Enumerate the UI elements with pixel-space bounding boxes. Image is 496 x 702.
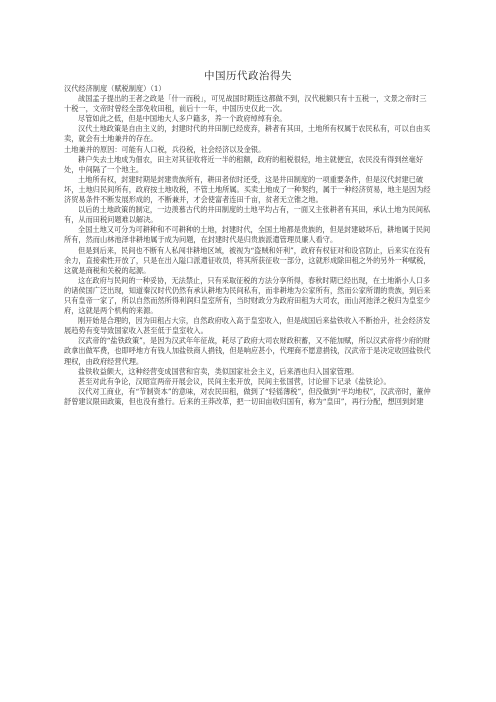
paragraph: 土地所有权，封建时期是封建贵族所有，耕田者依时还受，这是井田制度的一项重要条件，但是汉代封建已破坏，土地归民间所有，政府按土地收税，不管土地所属。买卖土地成了一种契约，属于一种经济贸易，地主是因为经济贸易条件不断发展形成的，不断兼并，才会使富者连田千亩，贫者无立锥之地。 (64, 174, 431, 205)
paragraph: 尽管如此之低，但是中国地大人多户籍多，养一个政府绰绰有余。 (78, 114, 287, 124)
paragraph: 这在政府与民间的一种妥协，无法禁止，只有采取征税的方法分享所得，春秋时期已经出现，在土地渐小人口多的诸侯国广泛出现，知道秦汉时代仍然有承认耕地为民间私有，而非耕地为公家所有，然而公家所谓的贵族，到后来只有皇帝一家了，所以自然而然所得利润归皇室所有，当时财政分为政府田租为大司农，而山河池泽之税归为皇室少府，这就是两个机构的来源。 (64, 275, 431, 316)
document-title: 中国历代政治得失 (204, 70, 292, 82)
paragraph: 汉代土地政策是自由主义的，封建时代的井田制已经废弃，耕者有其田，土地所有权属于农民私有，可以自由买卖，就会有土地兼并的存在。 (64, 124, 431, 144)
document-body (64, 84, 432, 407)
paragraph: 耕户失去土地成为佃农，田主对其征收将近一半的租额，政府的租税很轻，地主就便宜，农民没有得到丝毫好处，中间隔了一个地主。 (64, 154, 424, 174)
paragraph: 以后的土地政策的制定，一边羡慕古代的井田制度的土地平均占有，一面又主张耕者有其田，承认土地为民间私有，从而田税问题难以解决。 (64, 205, 431, 225)
section-heading: 汉代经济制度（赋税制度）（1） (64, 84, 166, 93)
paragraph: 全国土地又可分为可耕种和不可耕种的土地，封建时代，全国土地都是贵族的，但是封建破坏后，耕地属于民间所有，然而山林池泽非耕地属于成为问题，在封建时代是归贵族派遣管理员廉人看守。 (64, 225, 431, 245)
paragraph: 刚开始是合理的，因为田租占大宗，自然政府收入高于皇室收入，但是战国后来盐铁收入不断抬升，社会经济发展趋势有变导致国家收入甚至低于皇室收入。 (64, 316, 431, 336)
paragraph: 但是到后来，民间也不断有人私闯非耕地区域，被视为“盗贼和奸利”，政府有权征对和设官防止，后来实在没有余力，直接索性开放了，只是在出入隘口派遣征收员，将其所获征收一部分，这就形成除田租之外的另外一种赋税，这就是商税和关税的起源。 (64, 245, 431, 275)
paragraph: 土地兼并的原因：可能有人口税，兵役税，社会经济以及金银。 (64, 144, 266, 154)
paragraph: 汉代对工商业，有“节制资本”的意味，对农民田租，做到了“轻徭薄税”，但没做到“平均地权”，汉武帝时，董仲舒曾建议限田政策，但也没有推行。后来的王莽改革，把一切田亩收归国有，称为“皇田”，再行分配，想回到封建 (64, 386, 431, 406)
paragraph: 甚至对此有争论，汉昭宣两帝开展会议，民间主张开放，民间主张国营，讨论留下记录《盐铁论》。 (78, 376, 391, 386)
paragraph: 战国孟子提出的王者之政是「什一而税」，可见战国时期连这都做不到，汉代税额只有十五税一，文景之帝时三十税一，文帝时曾经全部免收田租，前后十一年，中国历史仅此一次。 (64, 94, 427, 114)
paragraph: 盐铁收益颇大，这种经营变成国营和官卖，类似国家社会主义，后来酒也归入国家管理。 (78, 366, 359, 376)
paragraph: 汉武帝的“盐铁政策”，是因为汉武年年征战，耗尽了政府大司农财政积蓄，又不能加赋，所以汉武帝将少府的财政拿出做军费，也即呼地方有钱人加盐铁商人捐钱，但是响应甚小，代理商不愿意捐钱，汉武帝于是决定收回盐铁代理权，由政府经营代理。 (64, 336, 431, 366)
